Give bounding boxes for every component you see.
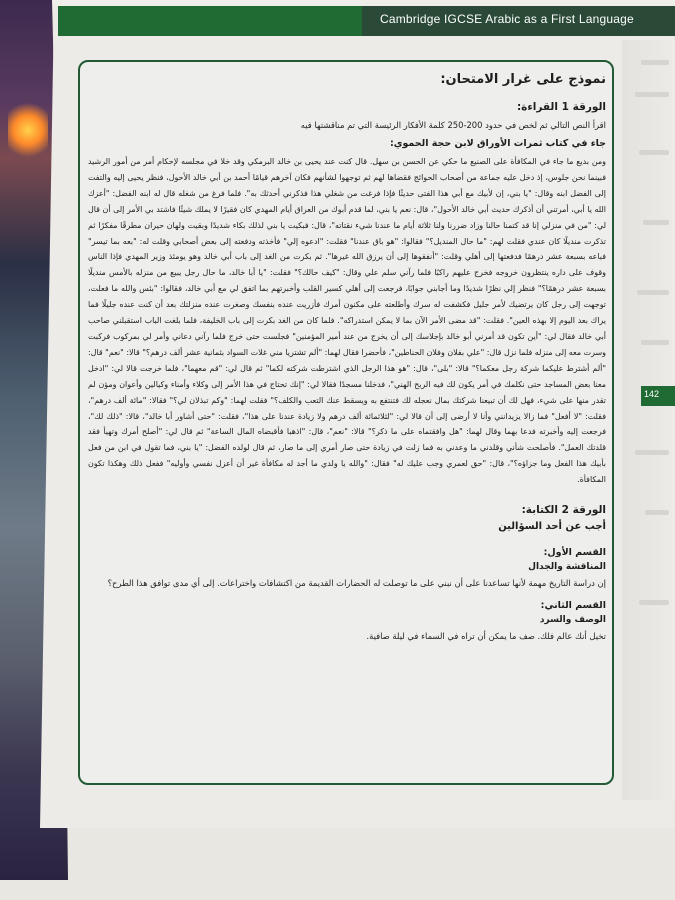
ghost-text-line xyxy=(643,220,669,225)
ghost-text-line xyxy=(639,150,669,155)
ghost-text-line xyxy=(639,600,669,605)
facing-page-strip xyxy=(622,40,675,800)
paper1-title: الورقة 1 القراءة: xyxy=(516,101,606,113)
ghost-text-line xyxy=(641,60,669,65)
paper2-title: الورقة 2 الكتابة: xyxy=(521,504,606,517)
section1-subtitle: المناقشة والجدال xyxy=(528,562,606,573)
page-number: 142 xyxy=(644,389,660,399)
paper2-instruction: أجب عن أحد السؤالين xyxy=(498,521,606,533)
reading-passage: ومن بديع ما جاء في المكافأة على الصنيع ما حكي عن الحسن بن سهل. قال كنت عند يحيى بن خالد البرمكي وقد خلا في مجلسه لإحكام أمر من أمور الرشيد فبينما نحن جلوس، إذ دخل عليه جماعة من أصحاب الحوائج فقضاها لهم ثم توجهوا لشأنهم فكان آخرهم قيامًا أحمد بن أبي خالد الأحول، فنظر يحيى إليه والتفت إلى الفضل ابنه وقال: "يا بني، إن لأبيك مع أبي هذا الفتى حديثًا فإذا فرغت من شغلي هذا فذكرني أحدثك به". فلما فرغ من شغله قال له ابنه الفضل: "أعزك الله يا أبي، أمرتني أن أذكرك حديث أبي خالد الأحول"، قال: نعم يا بني، لما قدم أبوك من العراق أيام المهدي كان فقيرًا لا يملك شيئًا فاشتد بي الأمر إلى أن قال لي: "من في منزلي إنا قد كتمنا حالنا وزاد ضررنا ولنا ثلاثة أيام ما عندنا شيء نقتاته"، قال: فبكيت يا بني لذلك بكاء شديدًا وبقيت ولهان حيران مطرقًا مفكرًا ثم تذكرت منديلًا كان عندي فقلت لهم: "ما حال المنديل؟" فقالوا: "هو باق عندنا" فقلت: "ادعوه إلي" فأخذته ودفعته إلى بعض أصحابي وقلت له: "بعه بما تيسر" فباعه بسبعة عشر درهمًا فدفعتها إلى أهلي وقلت: "أنفقوها إلى أن يرزق الله غيرها". ثم بكرت من الغد إلى باب أبي خالد وهو يومئذ وزير المهدي فإذا الناس وقوف على داره ينتظرون خروجه فخرج عليهم راكبًا فلما رآني سلم علي وقال: "كيف حالك؟" فقلت: "يا أبا خالد، ما حال رجل يبيع من منزله بالأمس منديلًا بسبعة عشر درهمًا؟" فنظر إلي نظرًا شديدًا وما أجابني جوابًا، فرجعت إلى أهلي كسير القلب وأخبرتهم بما اتفق لي مع أبي خالد، فقالوا: "بئس والله ما فعلت، توجهت إلى رجل كان يرتضيك لأمر جليل فكشفت له سرك وأطلعته على مكنون أمرك فأزريت عنده بنفسك وصغرت عنده منزلتك بعد أن كنت عنده جليلًا فما يراك بعد اليوم إلا بهذه العين". فقلت: "قد مضى الأمر الآن بما لا يمكن استدراكه". فلما كان من الغد بكرت إلى باب الخليفة، فلما بلغت الباب استقبلني صاحب أبي خالد فقال لي: "أين تكون قد أمرني أبو خالد بإجلاسك إلى أن يخرج من عند أمير المؤمنين" فجلست حتى خرج فلما رآني دعاني وأمر لي بمركوب فركبت وسرت معه إلى منزله فلما نزل قال: "علي بفلان وفلان الحناطين"، فأحضرا فقال لهما: "ألم تشتريا مني غلات السواد بثمانية عشر ألف درهم؟" قالا: "نعم" قال: "ألم أشترط عليكما شركة رجل معكما؟" قالا: "بلى"، قال: "هو هذا الرجل الذي اشترطت شركته لكما" ثم قال لي: "قم معهما"، فلما خرجت قالا لي: "ادخل معنا بعض المساجد حتى نكلمك في أمر يكون لك فيه الربح الهني"، فدخلنا مسجدًا فقالا لي: "إنك تحتاج في هذا الأمر إلى وكلاء وأمناء وكيالين وأعوان ومؤن لم تقدر منها على شيء، فهل لك أن تبيعنا شركتك بمال نعجله لك فتنتفع به ويسقط عنك التعب والكلف؟" فقلت لهما: "وكم تبذلان لي؟" فقالا: "مائة ألف درهم"، فقلت: "لا أفعل" فما زالا يزيدانني وأنا لا أرضى إلى أن قالا لي: "لثلاثمائة ألف درهم ولا زيادة عندنا على هذا"، فقلت: "حتى أشاور أبا خالد"، قالا: "ذلك لك"، فرجعت إليه وأخبرته فدعا بهما وقال لهما: "هل وافقتماه على ما ذكر؟" قالا: "نعم"، قال: "اذهبا فأقبضاه المال الساعة" ثم قال لي: "أصلح أمرك وتهيأ فقد قلدتك العمل". فأصلحت شأني وقلدني ما وعدني به فما زلت في زيادة حتى صار أمري إلى ما صار، ثم قال لولده الفضل: "يا بني، فما تقول في ابن من فعل بأبيك هذا الفعل وما جزاؤه؟"، قال: "حق لعمري وجب عليك له" فقال: "والله يا ولدي ما أجد له مكافأة غير أن أعزل نفسي وأوليه" ففعل ذلك وهكذا تكون المكافأة. xyxy=(88,157,606,485)
header-accent-band xyxy=(58,6,362,36)
section2-title: القسم الثاني: xyxy=(540,600,606,612)
section2-subtitle: الوصف والسرد xyxy=(539,615,606,626)
book-title: Cambridge IGCSE Arabic as a First Language xyxy=(380,12,634,26)
paper1-instruction: اقرأ النص التالي ثم لخص في حدود 200-250 كلمة الأفكار الرئيسة التي تم مناقشتها فيه xyxy=(300,120,606,130)
ghost-text-line xyxy=(645,510,669,515)
exam-main-title: نموذج على غرار الامتحان: xyxy=(440,72,606,87)
cover-sunset-image xyxy=(8,100,48,160)
section1-title: القسم الأول: xyxy=(543,547,606,559)
exam-content xyxy=(88,68,606,778)
ghost-text-line xyxy=(635,450,669,455)
ghost-text-line xyxy=(641,340,669,345)
ghost-text-line xyxy=(637,290,669,295)
section2-question: تخيل أنك عالم فلك. صف ما يمكن أن تراه في السماء في ليلة صافية. xyxy=(366,631,606,642)
section1-question: إن دراسة التاريخ مهمة لأنها تساعدنا على أن نبني على ما توصلت له الحضارات القديمة من اكتشافات واختراعات. إلى أي مدى توافق هذا الطرح؟ xyxy=(107,578,606,589)
ghost-text-line xyxy=(635,92,669,97)
passage-title: جاء في كتاب ثمرات الأوراق لابن حجة الحموي: xyxy=(389,138,606,149)
